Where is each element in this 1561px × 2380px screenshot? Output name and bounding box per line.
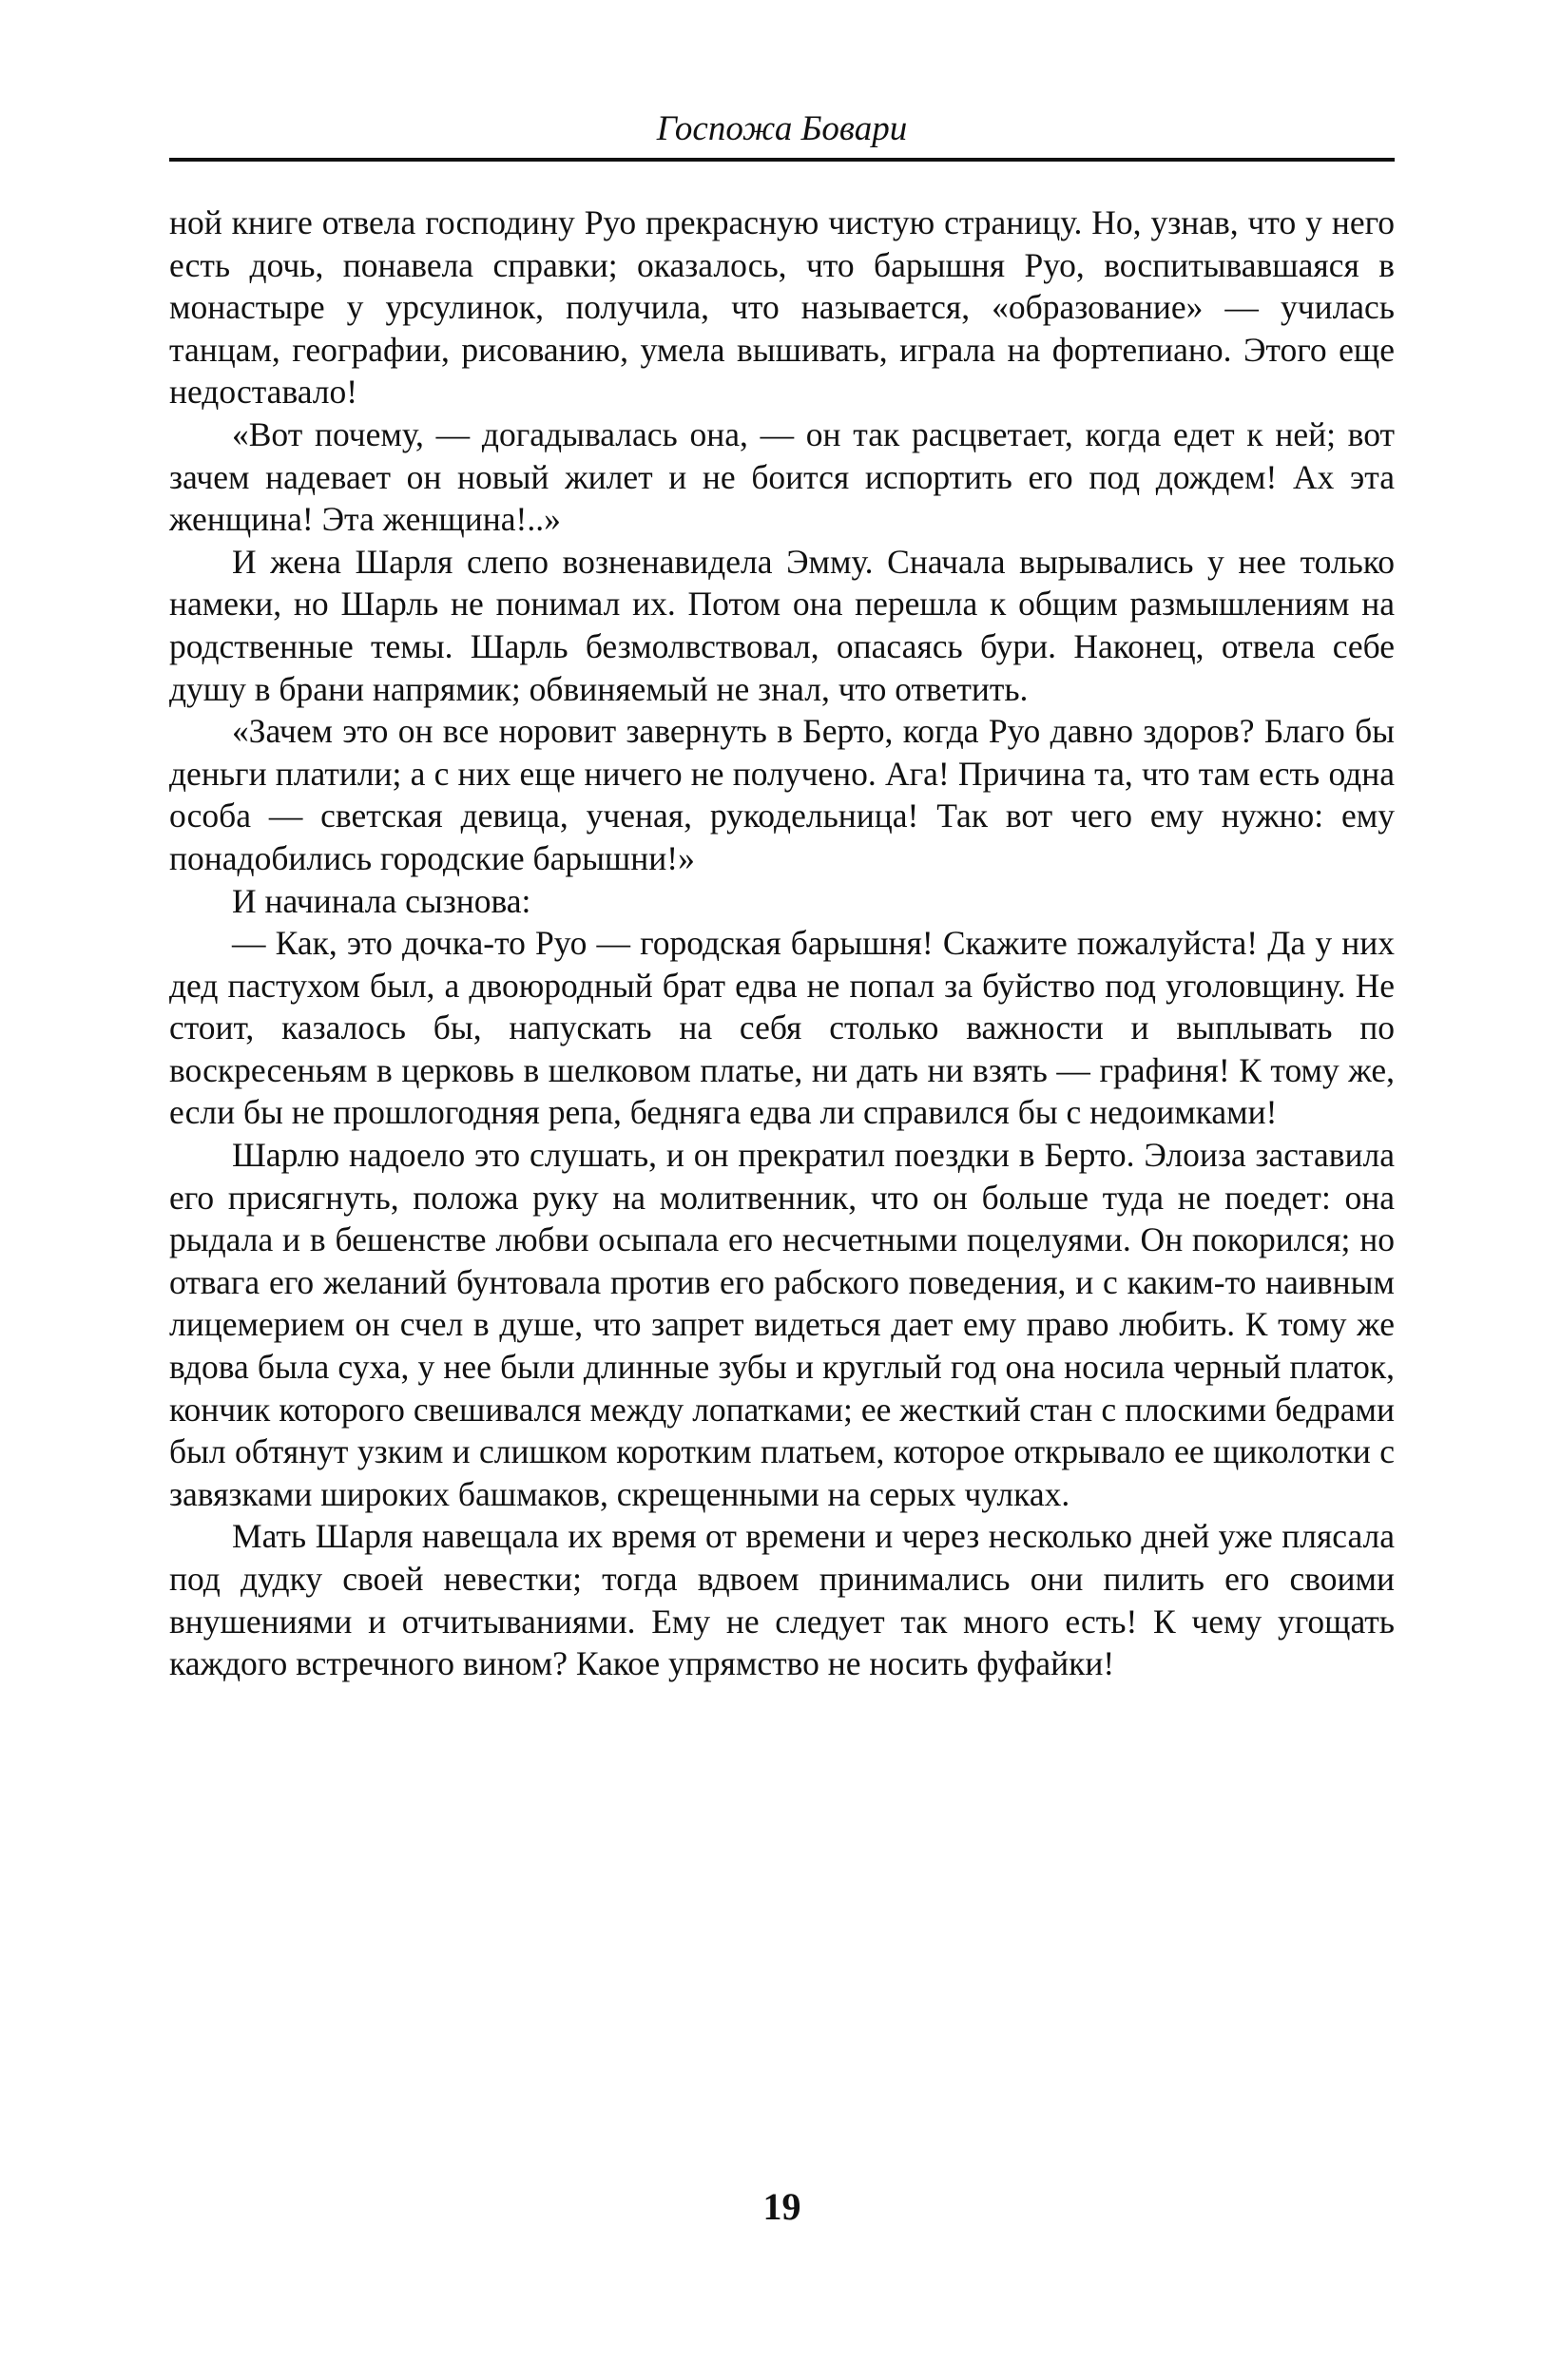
paragraph: Мать Шарля навещала их время от времени и через несколько дней уже плясала под дудку своей невестки; тогда вдвоем принимались они пилить его своими внушениями и отчитываниями. Ему не следует так много есть! К чему угощать каждого встречного вином? Какое упрямство не носить фуфайки! <box>169 1517 1395 1683</box>
header-rule <box>169 158 1395 162</box>
paragraph-continued: ной книге отвела господину Руо прекрасную чистую страницу. Но, узнав, что у него есть дочь, понавела справки; оказалось, что барышня Руо, воспитывавшаяся в монастыре у урсулинок, получила, что называется, «образование» — училась танцам, географии, рисованию, умела вышивать, играла на фортепиано. Этого еще недоставало! <box>169 203 1395 412</box>
page-number: 19 <box>762 2185 801 2228</box>
running-title: Госпожа Бовари <box>656 109 908 148</box>
paragraph: — Как, это дочка-то Руо — городская барышня! Скажите пожалуйста! Да у них дед пастухом был, а двоюродный брат едва не попал за буйство под уголовщину. Не стоит, казалось бы, напускать на себя столько важности и выплывать по воскресеньям в церковь в шелковом платье, ни дать ни взять — графиня! К тому же, если бы не прошлогодняя репа, бедняга едва ли справился бы с недоимками! <box>169 924 1395 1132</box>
body-text <box>169 202 1395 1685</box>
paragraph: Шарлю надоело это слушать, и он прекратил поездки в Берто. Элоиза заставила его присягнуть, положа руку на молитвенник, что он больше туда не поедет: она рыдала и в бешенстве любви осыпала его несчетными поцелуями. Он покорился; но отвага его желаний бунтовала против его рабского поведения, и с каким-то наивным лицемерием он счел в душе, что запрет видеться дает ему право любить. К тому же вдова была суха, у нее были длинные зубы и круглый год она носила черный платок, кончик которого свешивался между лопатками; ее жесткий стан с плоскими бедрами был обтянут узким и слишком коротким платьем, которое открывало ее щиколотки с завязками широких башмаков, скрещенными на серых чулках. <box>169 1136 1395 1513</box>
paragraph: «Зачем это он все норовит завернуть в Берто, когда Руо давно здоров? Благо бы деньги платили; а с них еще ничего не получено. Ага! Причина та, что там есть одна особа — светская девица, ученая, рукодельница! Так вот чего ему нужно: ему понадобились городские барышни!» <box>169 712 1395 877</box>
paragraph: И начинала сызнова: <box>232 881 531 920</box>
paragraph: И жена Шарля слепо возненавидела Эмму. Сначала вырывались у нее только намеки, но Шарль не понимал их. Потом она перешла к общим размышлениям на родственные темы. Шарль безмолвствовал, опасаясь бури. Наконец, отвела себе душу в брани напрямик; обвиняемый не знал, что ответить. <box>169 542 1395 708</box>
paragraph: «Вот почему, — догадывалась она, — он так расцветает, когда едет к ней; вот зачем надевает он новый жилет и не боится испортить его под дождем! Ах эта женщина! Эта женщина!..» <box>169 414 1395 539</box>
